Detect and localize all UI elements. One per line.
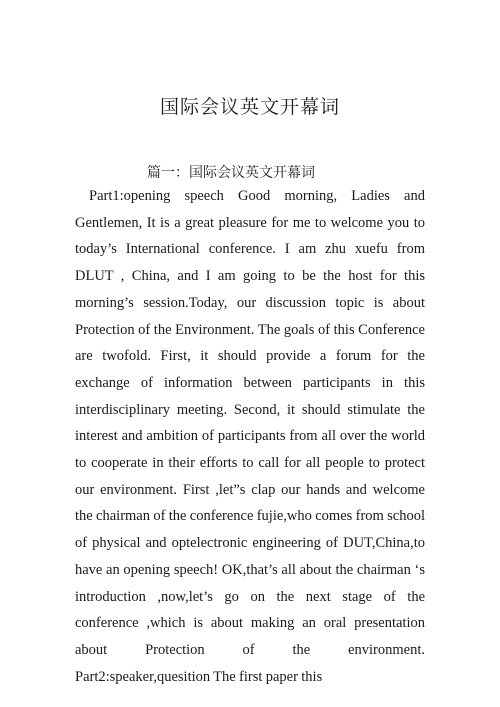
section-heading: 篇一：国际会议英文开幕词 <box>147 165 315 181</box>
body-paragraph: Part1:opening speech Good morning, Ladies and Gentlemen, It is a great pleasure for me to welcome you to today’s International conference. I am zhu xuefu from DLUT , China, and I am going to be the host for this morning’s session.Today, our discussion topic is about Protection of the Environment. The goals of this Conference are twofold. First, it should provide a forum for the exchange of information between participants in this interdisciplinary meeting. Second, it should stimulate the interest and ambition of participants from all over the world to cooperate in their efforts to call for all people to protect our environment. First ,let”s clap our hands and welcome the chairman of the conference fujie,who comes from school of physical and optelectronic engineering of DUT,China,to have an opening speech! OK,that’s all about the chairman ‘s introduction ,now,let’s go on the next stage of the conference ,which is about making an oral presentation about Protection of the environment. Part2:speaker,quesition The first paper this <box>75 188 425 685</box>
document-title: 国际会议英文开幕词 <box>159 96 340 118</box>
